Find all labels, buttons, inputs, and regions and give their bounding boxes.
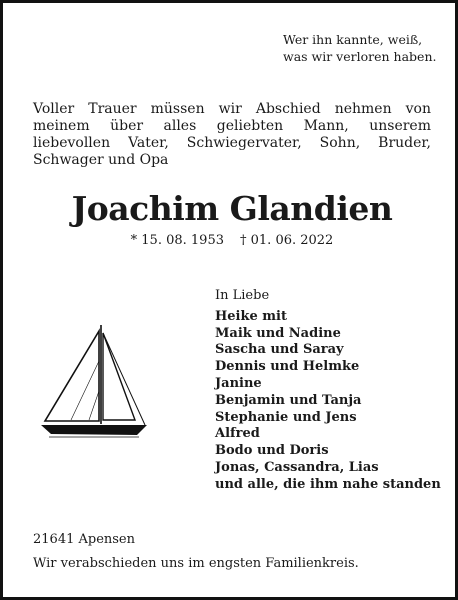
mourner-name: Bodo und Doris [215, 443, 329, 459]
mourner-name: Sascha und Saray [215, 342, 344, 358]
birth-date: * 15. 08. 1953 [130, 233, 224, 248]
mourner-name: Janine [215, 375, 262, 391]
mourners-list [215, 288, 451, 494]
life-dates [3, 232, 458, 249]
mourner-name: Jonas, Cassandra, Lias [215, 459, 379, 475]
closing-note: Wir verabschieden uns im engsten Familienkreis. [33, 556, 359, 571]
motto-line-1: Wer ihn kannte, weiß, [283, 32, 423, 47]
death-date: † 01. 06. 2022 [240, 233, 334, 248]
mourners-heading: In Liebe [215, 288, 270, 303]
intro-text: Voller Trauer müssen wir Abschied nehmen von meinem über alles geliebten Mann, unserem liebevollen Vater, Schwiegervater, Sohn, Bruder, Schwager und Opa [33, 101, 431, 168]
motto-quote [283, 31, 453, 65]
mourner-name: Heike mit [215, 308, 287, 324]
place-of-residence: 21641 Apensen [33, 532, 136, 547]
mourner-name: Stephanie und Jens [215, 409, 357, 425]
mourner-name: Benjamin und Tanja [215, 392, 362, 408]
mourner-name: Maik und Nadine [215, 325, 341, 341]
motto-line-2: was wir verloren haben. [283, 49, 437, 64]
deceased-name: Joachim Glandien [71, 189, 393, 228]
sailboat-icon [39, 321, 149, 441]
mourner-name: Alfred [215, 426, 260, 442]
mourner-name: Dennis und Helmke [215, 359, 360, 375]
mourner-name: und alle, die ihm nahe standen [215, 476, 441, 492]
